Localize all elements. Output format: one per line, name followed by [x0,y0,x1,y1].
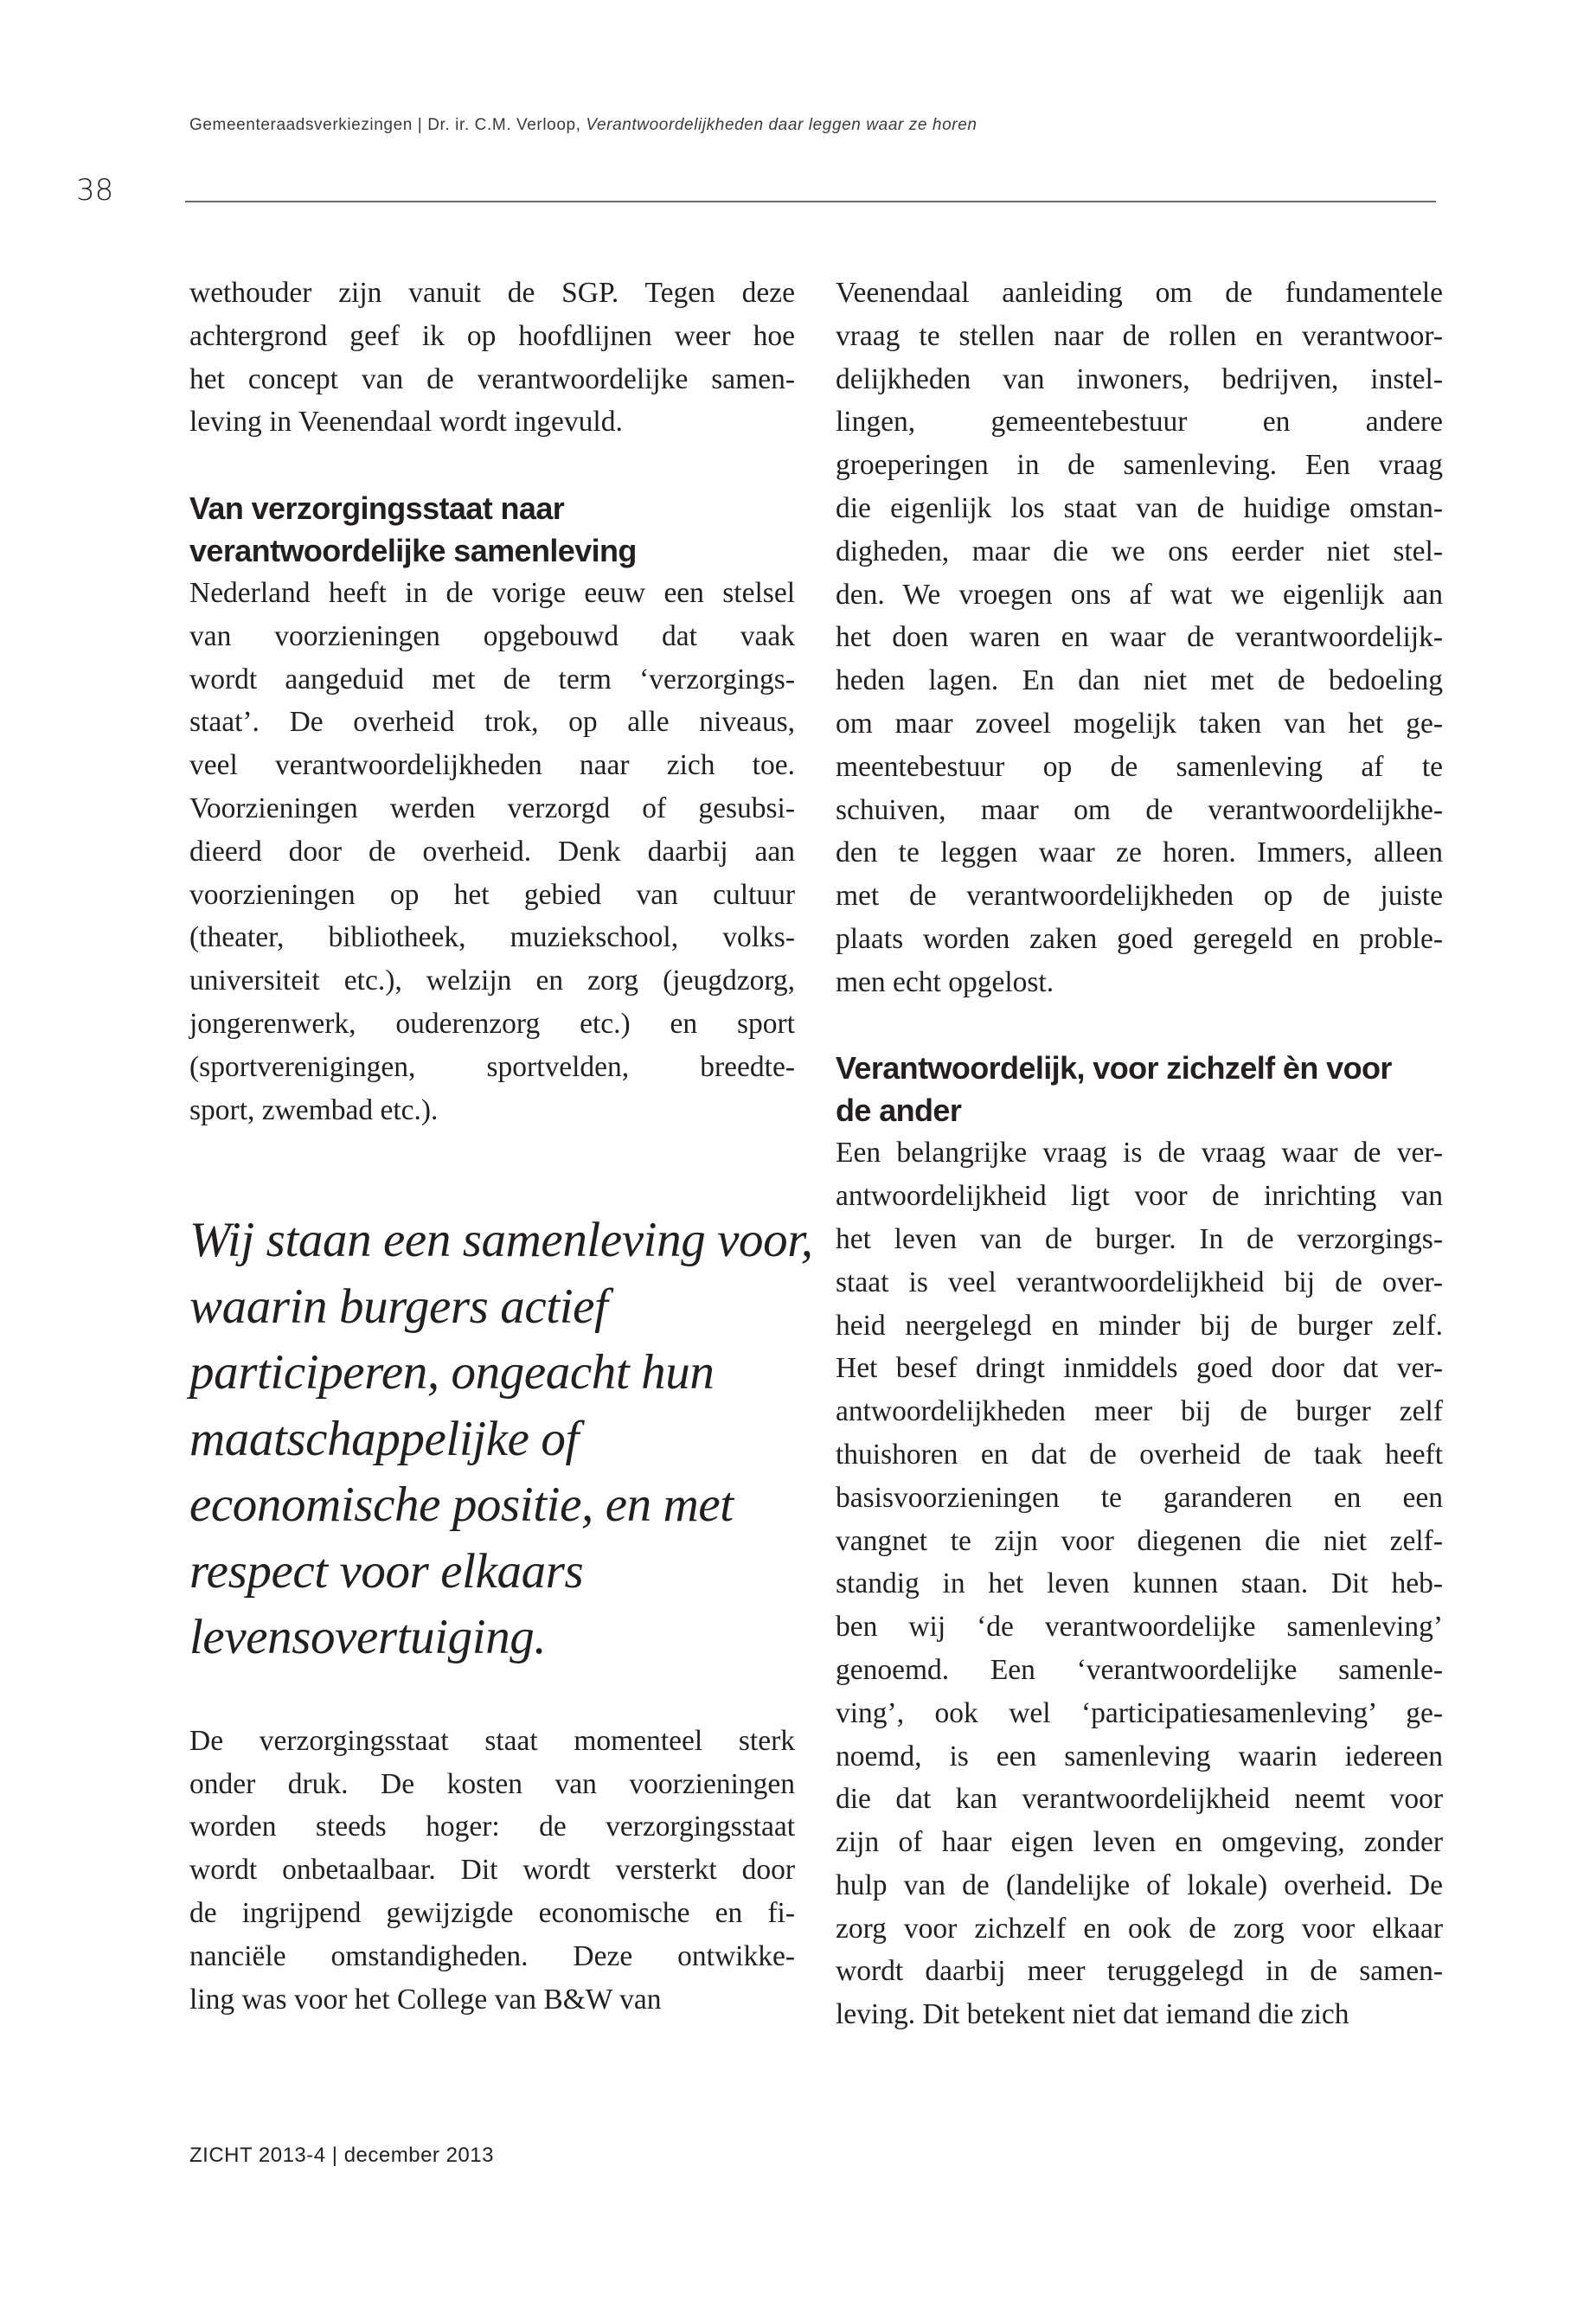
text-line: delijkheden van inwoners, bedrijven, instel- [836,362,1443,395]
page-number: 38 [76,173,114,208]
text-line: Een belangrijke vraag is de vraag waar de ver- [836,1137,1443,1170]
text-line: den te leggen waar ze horen. Immers, alleen [836,836,1443,869]
text-line: Van verzorgingsstaat naar [189,490,565,526]
text-line: met de verantwoordelijkheden op de juiste [836,880,1443,913]
text-line: verantwoordelijke samenleving [189,532,637,568]
section-heading-verzorgingsstaat [189,487,795,572]
text-line: economische positie, en met [189,1477,734,1533]
text-line: Veenendaal aanleiding om de fundamentele [836,277,1443,309]
text-line: maatschappelijke of [189,1411,579,1466]
paragraph-onder-druk [189,1720,795,2022]
text-line: Nederland heeft in de vorige eeuw een stelsel [189,576,795,609]
header-separator: | [412,116,428,134]
paragraph-verzorgingsstaat [189,572,795,1131]
section-heading-verantwoordelijk [836,1047,1443,1131]
text-line: om maar zoveel mogelijk taken van het ge- [836,707,1443,740]
text-line: noemd, is een samenleving waarin iedereen [836,1740,1443,1772]
text-line: (sportverenigingen, sportvelden, breedte- [189,1050,795,1083]
paragraph-belangrijke-vraag [836,1131,1443,2036]
text-line: de ander [836,1093,962,1129]
text-line: lingen, gemeentebestuur en andere [836,406,1443,439]
text-line: het doen waren en waar de verantwoordelijk- [836,621,1443,654]
footer-publication: ZICHT 2013-4 | december 2013 [189,2144,494,2167]
text-line: groeperingen in de samenleving. Een vraag [836,449,1443,482]
text-line: waarin burgers actief [189,1279,608,1334]
text-line: nanciële omstandigheden. Deze ontwikke- [189,1939,795,1972]
text-line: vraag te stellen naar de rollen en verantwoor- [836,319,1443,352]
text-line: participeren, ongeacht hun [189,1345,715,1400]
right-column [836,272,1443,2036]
pull-quote [189,1208,813,1671]
text-line: Wij staan een samenleving voor, [189,1213,813,1268]
text-line: worden steeds hoger: de verzorgingsstaat [189,1811,795,1843]
text-line: vangnet te zijn voor diegenen die niet zelf- [836,1524,1443,1557]
text-line: Voorzieningen werden verzorgd of gesubsi- [189,792,795,824]
text-line: het concept van de verantwoordelijke samen- [189,362,795,395]
text-line: wordt daarbij meer teruggelegd in de samen- [836,1955,1443,1988]
text-line: respect voor elkaars [189,1543,584,1599]
text-line: staat’. De overheid trok, op alle niveaus, [189,706,795,739]
text-line: staat is veel verantwoordelijkheid bij de over- [836,1266,1443,1298]
text-line: antwoordelijkheden meer bij de burger zelf [836,1395,1443,1428]
text-line: zorg voor zichzelf en ook de zorg voor elkaar [836,1912,1443,1945]
text-line: antwoordelijkheid ligt voor de inrichting van [836,1180,1443,1213]
text-line: onder druk. De kosten van voorzieningen [189,1767,795,1800]
text-line: schuiven, maar om de verantwoordelijkhe- [836,793,1443,826]
header-rule [185,201,1436,202]
text-line: het leven van de burger. In de verzorgings- [836,1222,1443,1255]
text-line: wordt onbetaalbaar. Dit wordt versterkt door [189,1854,795,1887]
text-line: universiteit etc.), welzijn en zorg (jeugdzorg, [189,965,795,997]
text-line: digheden, maar die we ons eerder niet stel- [836,535,1443,567]
header-author: Dr. ir. C.M. Verloop, [427,116,586,134]
text-line: dieerd door de overheid. Denk daarbij aan [189,835,795,868]
text-line: sport, zwembad etc.). [189,1093,439,1126]
text-line: heid neergelegd en minder bij de burger zelf. [836,1309,1443,1342]
text-line: die dat kan verantwoordelijkheid neemt voor [836,1783,1443,1816]
text-line: voorzieningen op het gebied van cultuur [189,878,795,911]
text-line: hulp van de (landelijke of lokale) overheid. De [836,1868,1443,1901]
header-article-title: Verantwoordelijkheden daar leggen waar ze horen [586,116,977,134]
text-line: standig in het leven kunnen staan. Dit heb- [836,1567,1443,1600]
text-line: men echt opgelost. [836,965,1054,998]
text-line: leving. Dit betekent niet dat iemand die zich [836,1998,1349,2031]
text-line: zijn of haar eigen leven en omgeving, zonder [836,1826,1443,1859]
text-line: heden lagen. En dan niet met de bedoeling [836,664,1443,697]
text-line: Het besef dringt inmiddels goed door dat ver- [836,1352,1443,1385]
text-line: leving in Veenendaal wordt ingevuld. [189,406,623,439]
text-line: genoemd. Een ‘verantwoordelijke samenle- [836,1653,1443,1686]
text-line: levensovertuiging. [189,1610,547,1665]
header-section: Gemeenteraadsverkiezingen [189,116,413,134]
text-line: ling was voor het College van B&W van [189,1983,662,2016]
text-line: ben wij ‘de verantwoordelijke samenleving’ [836,1611,1443,1644]
text-line: wethouder zijn vanuit de SGP. Tegen deze [189,277,795,309]
text-line: wordt aangeduid met de term ‘verzorgings- [189,663,795,695]
left-column [189,272,813,2021]
text-line: plaats worden zaken goed geregeld en proble- [836,922,1443,955]
text-line: De verzorgingsstaat staat momenteel sterk [189,1724,795,1757]
text-line: die eigenlijk los staat van de huidige omstan- [836,491,1443,524]
intro-paragraph [189,272,795,444]
text-line: van voorzieningen opgebouwd dat vaak [189,619,795,652]
text-line: meentebestuur op de samenleving af te [836,750,1443,783]
text-line: den. We vroegen ons af wat we eigenlijk aan [836,578,1443,611]
text-line: thuishoren en dat de overheid de taak heeft [836,1438,1443,1471]
text-line: basisvoorzieningen te garanderen en een [836,1481,1443,1514]
text-line: ving’, ook wel ‘participatiesamenleving’ ge- [836,1696,1443,1729]
text-line: veel verantwoordelijkheden naar zich toe. [189,749,795,782]
paragraph-veenendaal [836,272,1443,1004]
text-line: Verantwoordelijk, voor zichzelf èn voor [836,1050,1392,1086]
text-line: jongerenwerk, ouderenzorg etc.) en sport [189,1007,795,1040]
running-header [189,116,977,135]
text-line: (theater, bibliotheek, muziekschool, volks- [189,921,795,954]
text-line: de ingrijpend gewijzigde economische en fi- [189,1897,795,1930]
text-line: achtergrond geef ik op hoofdlijnen weer hoe [189,319,795,352]
